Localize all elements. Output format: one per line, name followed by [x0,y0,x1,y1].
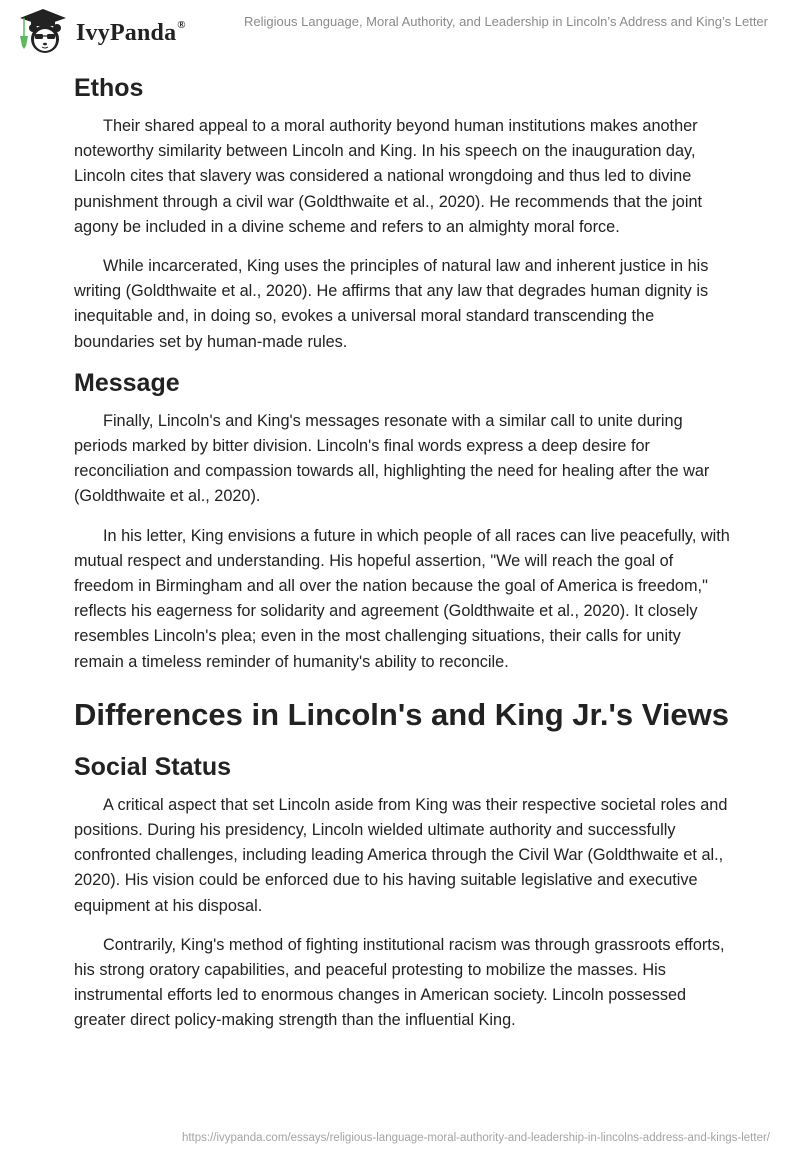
source-url[interactable]: https://ivypanda.com/essays/religious-language-moral-authority-and-leadership-in-lincolns-address-and-kings-letter/ [181,1132,770,1144]
paragraph: While incarcerated, King uses the principles of natural law and inherent justice in his writing (Goldthwaite et al., 2020). He affirms that any law that degrades human dignity is inequitable and, in doing so, evokes a universal moral standard transcending the boundaries set by human-made rules. [74,257,709,351]
paragraph: Finally, Lincoln's and King's messages resonate with a similar call to unite during periods marked by bitter division. Lincoln's final words express a deep desire for reconciliation and compassion towards all, highlighting the need for healing after the war (Goldthwaite et al., 2020). [74,411,710,506]
article-body [74,70,734,1034]
paragraph: A critical aspect that set Lincoln aside from King was their respective societal roles and positions. During his presidency, Lincoln wielded ultimate authority and successfully confronted challenges, including leading America through the Civil War (Goldthwaite et al., 2020). His vision could be enforced due to his having suitable legislative and executive equipment at his disposal. [74,795,728,915]
panda-graduate-icon [18,6,68,56]
main-heading-differences: Differences in Lincoln's and King Jr.'s Views [74,696,730,732]
document-title: Religious Language, Moral Authority, and Leadership in Lincoln’s Address and King’s Letter [244,14,768,29]
section-heading-message: Message [74,368,180,397]
section-heading-ethos: Ethos [74,74,144,102]
paragraph: Their shared appeal to a moral authority beyond human institutions makes another noteworthy similarity between Lincoln and King. In his speech on the inauguration day, Lincoln cites that slavery was considered a national wrongdoing and thus led to divine punishment through a civil war (Goldthwaite et al., 2020). He recommends that the joint agony be included in a divine scheme and refers to an almighty moral force. [74,117,703,236]
paragraph: Contrarily, King's method of fighting institutional racism was through grassroots efforts, his strong oratory capabilities, and peaceful protesting to mobilize the masses. His instrumental efforts led to enormous changes in American society. Lincoln possessed greater direct policy-making strength than the influential King. [74,935,725,1030]
section-heading-social-status: Social Status [74,752,231,781]
ivypanda-logo[interactable] [18,6,186,56]
paragraph: In his letter, King envisions a future in which people of all races can live peacefully, with mutual respect and understanding. His hopeful assertion, "We will reach the goal of freedom in Birmingham and all over the nation because the goal of America is freedom," reflects his eagerness for solidarity and agreement (Goldthwaite et al., 2020). It closely resembles Lincoln's plea; even in the most challenging situations, their calls for unity remain a timeless reminder of humanity's ability to reconcile. [74,526,730,671]
page-header [0,0,800,62]
brand-name: IvyPanda® [76,18,186,46]
